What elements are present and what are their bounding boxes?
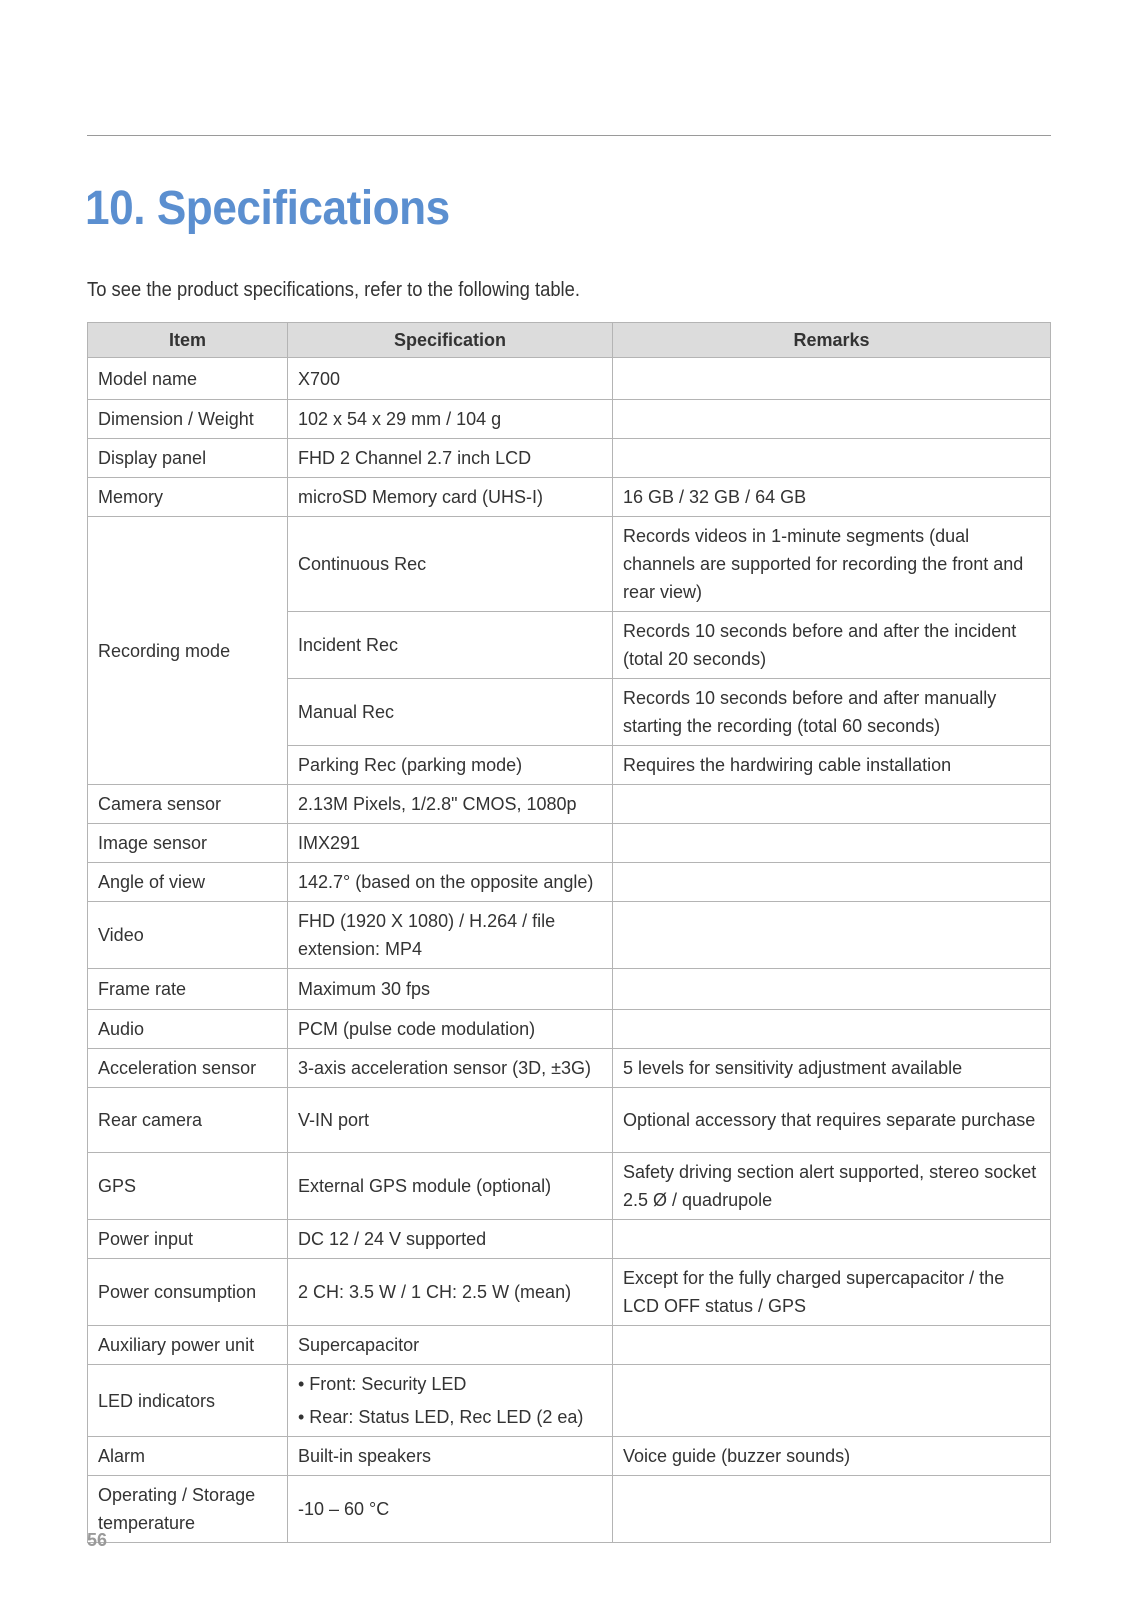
remarks-cell: Requires the hardwiring cable installation — [613, 746, 1051, 785]
remarks-cell — [613, 1010, 1051, 1049]
table-row — [88, 1259, 1051, 1326]
spec-cell: IMX291 — [288, 824, 613, 863]
spec-cell: Continuous Rec — [288, 517, 613, 612]
remarks-cell: Voice guide (buzzer sounds) — [613, 1437, 1051, 1476]
item-cell: Rear camera — [88, 1088, 288, 1153]
table-row — [88, 439, 1051, 478]
spec-cell: FHD (1920 X 1080) / H.264 / file extension: MP4 — [288, 902, 613, 969]
table-row — [88, 1365, 1051, 1437]
remarks-cell: Records 10 seconds before and after the incident (total 20 seconds) — [613, 612, 1051, 679]
remarks-cell — [613, 1476, 1051, 1543]
item-cell: Dimension / Weight — [88, 400, 288, 439]
item-cell: Acceleration sensor — [88, 1049, 288, 1088]
item-cell: Frame rate — [88, 969, 288, 1010]
page-number: 56 — [87, 1530, 108, 1550]
remarks-cell — [613, 824, 1051, 863]
item-cell: Alarm — [88, 1437, 288, 1476]
spec-cell: Parking Rec (parking mode) — [288, 746, 613, 785]
spec-cell: Supercapacitor — [288, 1326, 613, 1365]
specifications-table — [87, 322, 1051, 1543]
spec-cell: -10 – 60 °C — [288, 1476, 613, 1543]
item-cell: Operating / Storage temperature — [88, 1476, 288, 1543]
item-cell: Auxiliary power unit — [88, 1326, 288, 1365]
header-item: Item — [88, 323, 288, 358]
spec-cell: V-IN port — [288, 1088, 613, 1153]
remarks-cell: 5 levels for sensitivity adjustment available — [613, 1049, 1051, 1088]
remarks-cell — [613, 785, 1051, 824]
item-cell: Recording mode — [88, 517, 288, 785]
remarks-cell — [613, 439, 1051, 478]
table-row — [88, 1220, 1051, 1259]
item-cell: Image sensor — [88, 824, 288, 863]
table-row — [88, 358, 1051, 400]
item-cell: Power input — [88, 1220, 288, 1259]
spec-cell — [288, 1365, 613, 1437]
item-cell: GPS — [88, 1153, 288, 1220]
table-row — [88, 785, 1051, 824]
intro-text: To see the product specifications, refer to the following table. — [87, 279, 580, 301]
table-row — [88, 517, 1051, 612]
table-row — [88, 863, 1051, 902]
remarks-cell — [613, 358, 1051, 400]
item-cell: Memory — [88, 478, 288, 517]
remarks-cell: Records 10 seconds before and after manually starting the recording (total 60 seconds) — [613, 679, 1051, 746]
spec-cell: PCM (pulse code modulation) — [288, 1010, 613, 1049]
top-divider — [87, 135, 1051, 136]
spec-cell: 142.7° (based on the opposite angle) — [288, 863, 613, 902]
item-cell: Angle of view — [88, 863, 288, 902]
remarks-cell: 16 GB / 32 GB / 64 GB — [613, 478, 1051, 517]
table-row — [88, 478, 1051, 517]
item-cell: Model name — [88, 358, 288, 400]
spec-cell: External GPS module (optional) — [288, 1153, 613, 1220]
item-cell: Video — [88, 902, 288, 969]
led-front-bullet: • Front: Security LED — [298, 1374, 467, 1394]
header-remarks: Remarks — [613, 323, 1051, 358]
table-row — [88, 1049, 1051, 1088]
table-row — [88, 1437, 1051, 1476]
page-title: 10. Specifications — [85, 182, 450, 235]
remarks-cell: Safety driving section alert supported, stereo socket 2.5 Ø / quadrupole — [613, 1153, 1051, 1220]
table-header-row — [88, 323, 1051, 358]
spec-cell: Built-in speakers — [288, 1437, 613, 1476]
item-cell: Power consumption — [88, 1259, 288, 1326]
remarks-cell — [613, 863, 1051, 902]
spec-cell: Manual Rec — [288, 679, 613, 746]
spec-cell: X700 — [288, 358, 613, 400]
led-rear-bullet: • Rear: Status LED, Rec LED (2 ea) — [298, 1407, 584, 1427]
remarks-cell — [613, 1365, 1051, 1437]
table-row — [88, 969, 1051, 1010]
table-row — [88, 1010, 1051, 1049]
spec-cell: Incident Rec — [288, 612, 613, 679]
spec-cell: DC 12 / 24 V supported — [288, 1220, 613, 1259]
spec-cell: 102 x 54 x 29 mm / 104 g — [288, 400, 613, 439]
item-cell: LED indicators — [88, 1365, 288, 1437]
item-cell: Camera sensor — [88, 785, 288, 824]
spec-cell: 2 CH: 3.5 W / 1 CH: 2.5 W (mean) — [288, 1259, 613, 1326]
remarks-cell: Records videos in 1-minute segments (dual channels are supported for recording the front and rear view) — [613, 517, 1051, 612]
remarks-cell — [613, 1326, 1051, 1365]
remarks-cell — [613, 969, 1051, 1010]
spec-cell: 3-axis acceleration sensor (3D, ±3G) — [288, 1049, 613, 1088]
spec-cell: microSD Memory card (UHS-I) — [288, 478, 613, 517]
remarks-cell: Except for the fully charged supercapacitor / the LCD OFF status / GPS — [613, 1259, 1051, 1326]
spec-cell: Maximum 30 fps — [288, 969, 613, 1010]
spec-cell: 2.13M Pixels, 1/2.8" CMOS, 1080p — [288, 785, 613, 824]
table-row — [88, 1476, 1051, 1543]
remarks-cell: Optional accessory that requires separate purchase — [613, 1088, 1051, 1153]
remarks-cell — [613, 400, 1051, 439]
remarks-cell — [613, 902, 1051, 969]
header-specification: Specification — [288, 323, 613, 358]
item-cell: Display panel — [88, 439, 288, 478]
table-row — [88, 902, 1051, 969]
table-row — [88, 400, 1051, 439]
table-row — [88, 1088, 1051, 1153]
remarks-cell — [613, 1220, 1051, 1259]
item-cell: Audio — [88, 1010, 288, 1049]
table-row — [88, 1326, 1051, 1365]
table-row — [88, 824, 1051, 863]
table-row — [88, 1153, 1051, 1220]
spec-cell: FHD 2 Channel 2.7 inch LCD — [288, 439, 613, 478]
